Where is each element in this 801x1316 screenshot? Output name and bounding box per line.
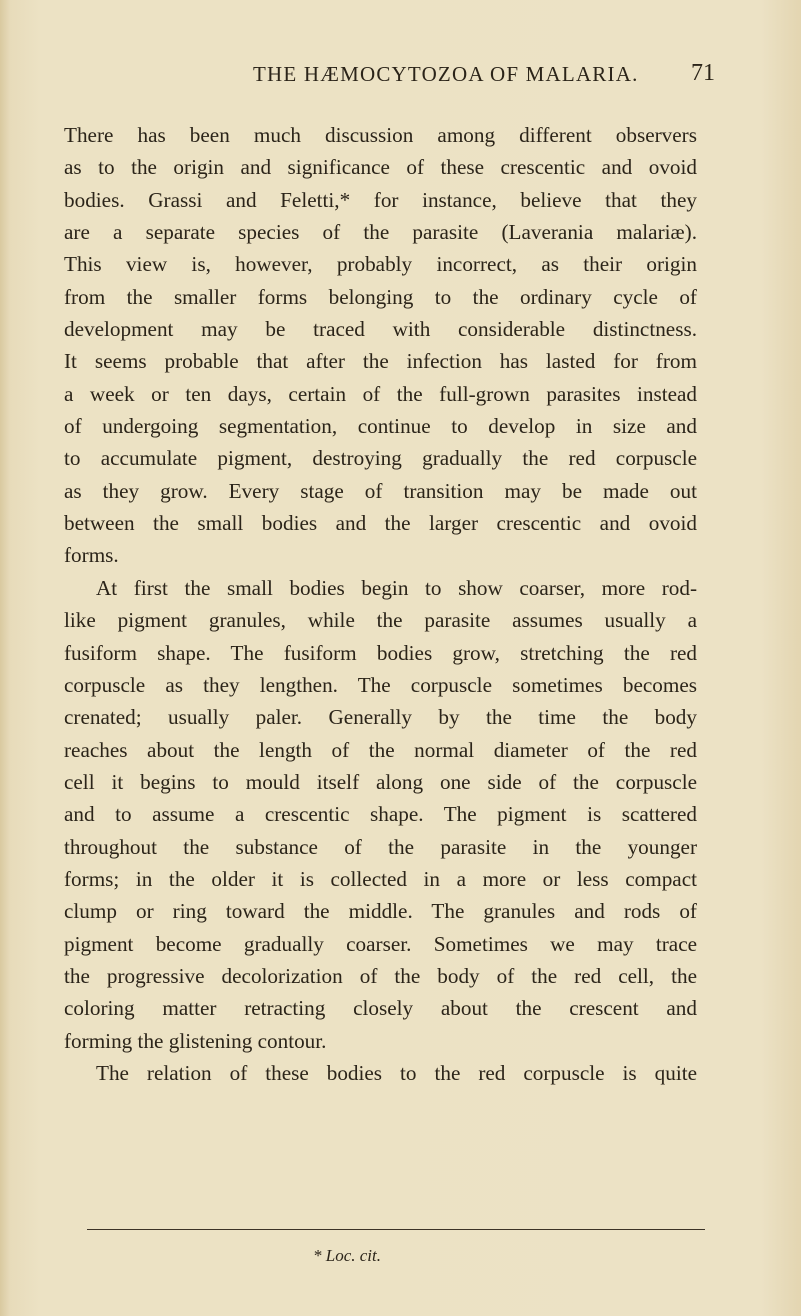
text-line: coloring matter retracting closely about the crescent and: [64, 996, 697, 1021]
text-line: a week or ten days, certain of the full-grown parasites instead: [64, 381, 697, 406]
text-line: crenated; usually paler. Generally by the time the body: [64, 705, 697, 730]
text-line: as they grow. Every stage of transition may be made out: [64, 478, 697, 503]
footnote: * Loc. cit.: [313, 1246, 381, 1265]
text-line: like pigment granules, while the parasite assumes usually a: [64, 608, 697, 633]
text-line: The relation of these bodies to the red corpuscle is quite: [96, 1060, 697, 1085]
text-line: forms; in the older it is collected in a more or less compact: [64, 866, 697, 891]
text-line: of undergoing segmentation, continue to develop in size and: [64, 414, 697, 439]
running-title: THE HÆMOCYTOZOA OF MALARIA.: [253, 62, 639, 86]
body-text: [64, 119, 697, 1089]
text-line: clump or ring toward the middle. The granules and rods of: [64, 899, 697, 924]
text-line: At first the small bodies begin to show coarser, more rod-: [96, 575, 697, 600]
text-line: forming the glistening contour.: [64, 1028, 327, 1053]
text-line: pigment become gradually coarser. Sometimes we may trace: [64, 931, 697, 956]
text-line: as to the origin and significance of these crescentic and ovoid: [64, 155, 697, 180]
text-line: forms.: [64, 543, 119, 568]
text-line: fusiform shape. The fusiform bodies grow, stretching the red: [64, 640, 697, 665]
text-line: This view is, however, probably incorrect, as their origin: [64, 252, 697, 277]
text-line: reaches about the length of the normal diameter of the red: [64, 737, 697, 762]
text-line: between the small bodies and the larger crescentic and ovoid: [64, 511, 697, 536]
text-line: and to assume a crescentic shape. The pigment is scattered: [64, 802, 697, 827]
footnote-rule: [87, 1229, 705, 1230]
text-line: to accumulate pigment, destroying gradually the red corpuscle: [64, 446, 697, 471]
text-line: development may be traced with considerable distinctness.: [64, 317, 697, 342]
text-line: There has been much discussion among different observers: [64, 123, 697, 147]
text-line: cell it begins to mould itself along one side of the corpuscle: [64, 769, 697, 794]
page-number: 71: [691, 60, 715, 86]
text-line: are a separate species of the parasite (Laverania malariæ).: [64, 220, 697, 245]
text-line: from the smaller forms belonging to the ordinary cycle of: [64, 284, 697, 309]
text-line: the progressive decolorization of the body of the red cell, the: [64, 963, 697, 988]
text-line: It seems probable that after the infection has lasted for from: [64, 349, 697, 374]
text-line: throughout the substance of the parasite in the younger: [64, 834, 697, 859]
text-line: bodies. Grassi and Feletti,* for instance, believe that they: [64, 187, 697, 212]
text-line: corpuscle as they lengthen. The corpuscle sometimes becomes: [64, 672, 697, 697]
page-header: [0, 62, 801, 98]
